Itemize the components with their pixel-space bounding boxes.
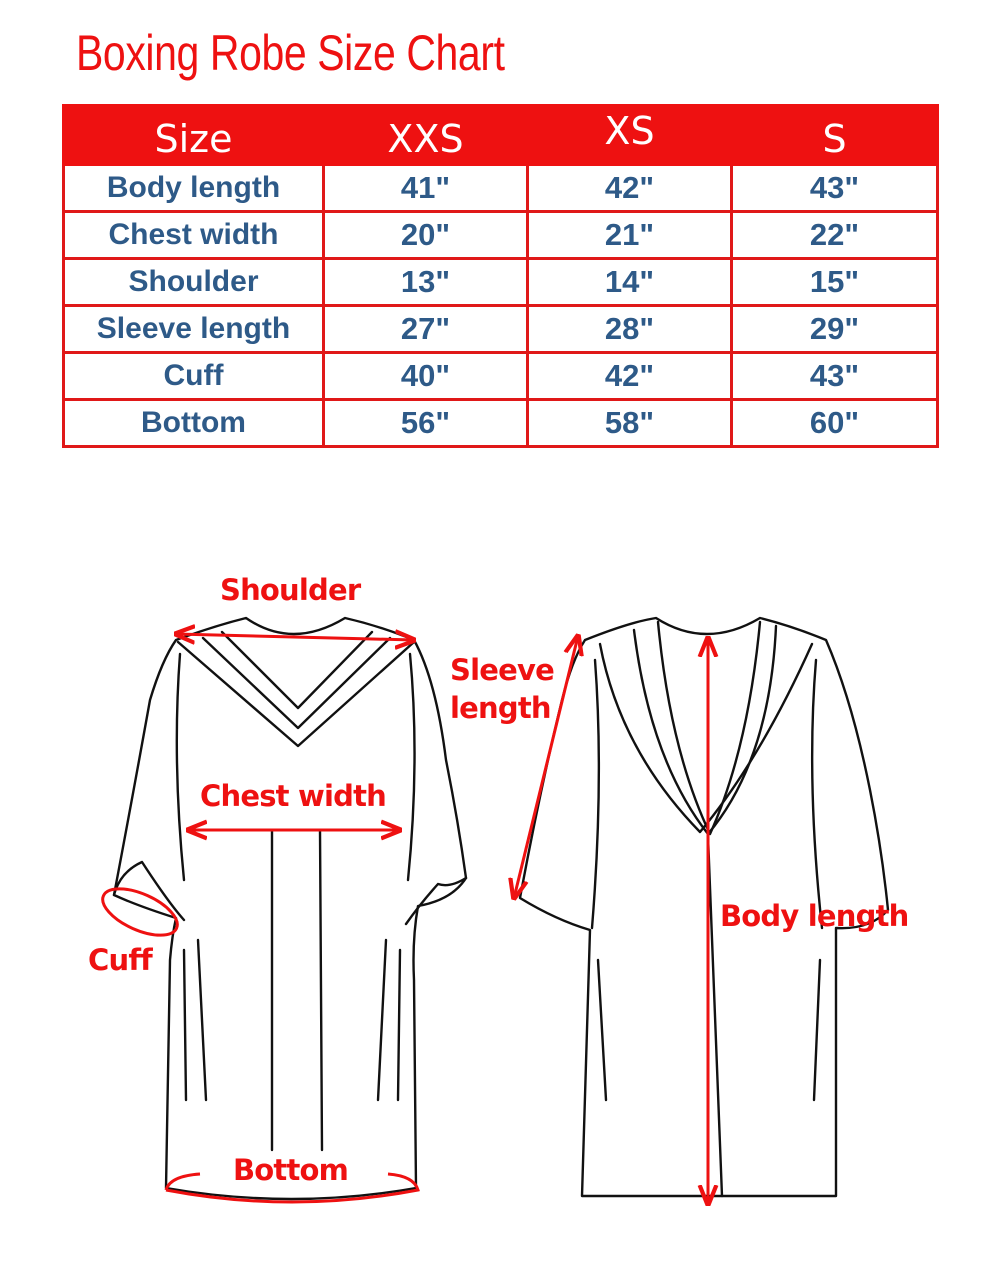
table-cell: 43" xyxy=(732,353,938,400)
row-label: Chest width xyxy=(64,212,324,259)
table-cell: 42" xyxy=(528,353,732,400)
row-label: Bottom xyxy=(64,400,324,447)
cuff-label: Cuff xyxy=(88,943,152,977)
table-cell: 41" xyxy=(324,165,528,212)
chest-width-label: Chest width xyxy=(200,779,387,813)
column-header-xs: XS xyxy=(528,106,732,165)
table-cell: 60" xyxy=(732,400,938,447)
table-cell: 14" xyxy=(528,259,732,306)
table-cell: 40" xyxy=(324,353,528,400)
table-cell: 20" xyxy=(324,212,528,259)
page-title: Boxing Robe Size Chart xyxy=(76,25,505,81)
row-label: Sleeve length xyxy=(64,306,324,353)
measurement-lines xyxy=(96,634,708,1204)
column-header-s: S xyxy=(732,106,938,165)
table-cell: 43" xyxy=(732,165,938,212)
table-cell: 56" xyxy=(324,400,528,447)
table-cell: 27" xyxy=(324,306,528,353)
table-cell: 22" xyxy=(732,212,938,259)
body-length-label: Body length xyxy=(720,899,909,933)
row-label: Body length xyxy=(64,165,324,212)
table-cell: 21" xyxy=(528,212,732,259)
table-cell: 13" xyxy=(324,259,528,306)
column-header-size: Size xyxy=(64,106,324,165)
sleeve-length-label-line2: length xyxy=(450,691,551,725)
table-cell: 42" xyxy=(528,165,732,212)
column-header-xxs: XXS xyxy=(324,106,528,165)
shoulder-label: Shoulder xyxy=(220,573,361,607)
table-cell: 29" xyxy=(732,306,938,353)
table-cell: 58" xyxy=(528,400,732,447)
table-cell: 28" xyxy=(528,306,732,353)
cuff-ellipse xyxy=(96,879,184,944)
table-cell: 15" xyxy=(732,259,938,306)
sleeve-length-label-line1: Sleeve xyxy=(450,653,554,687)
row-label: Shoulder xyxy=(64,259,324,306)
row-label: Cuff xyxy=(64,353,324,400)
bottom-label: Bottom xyxy=(233,1153,349,1187)
